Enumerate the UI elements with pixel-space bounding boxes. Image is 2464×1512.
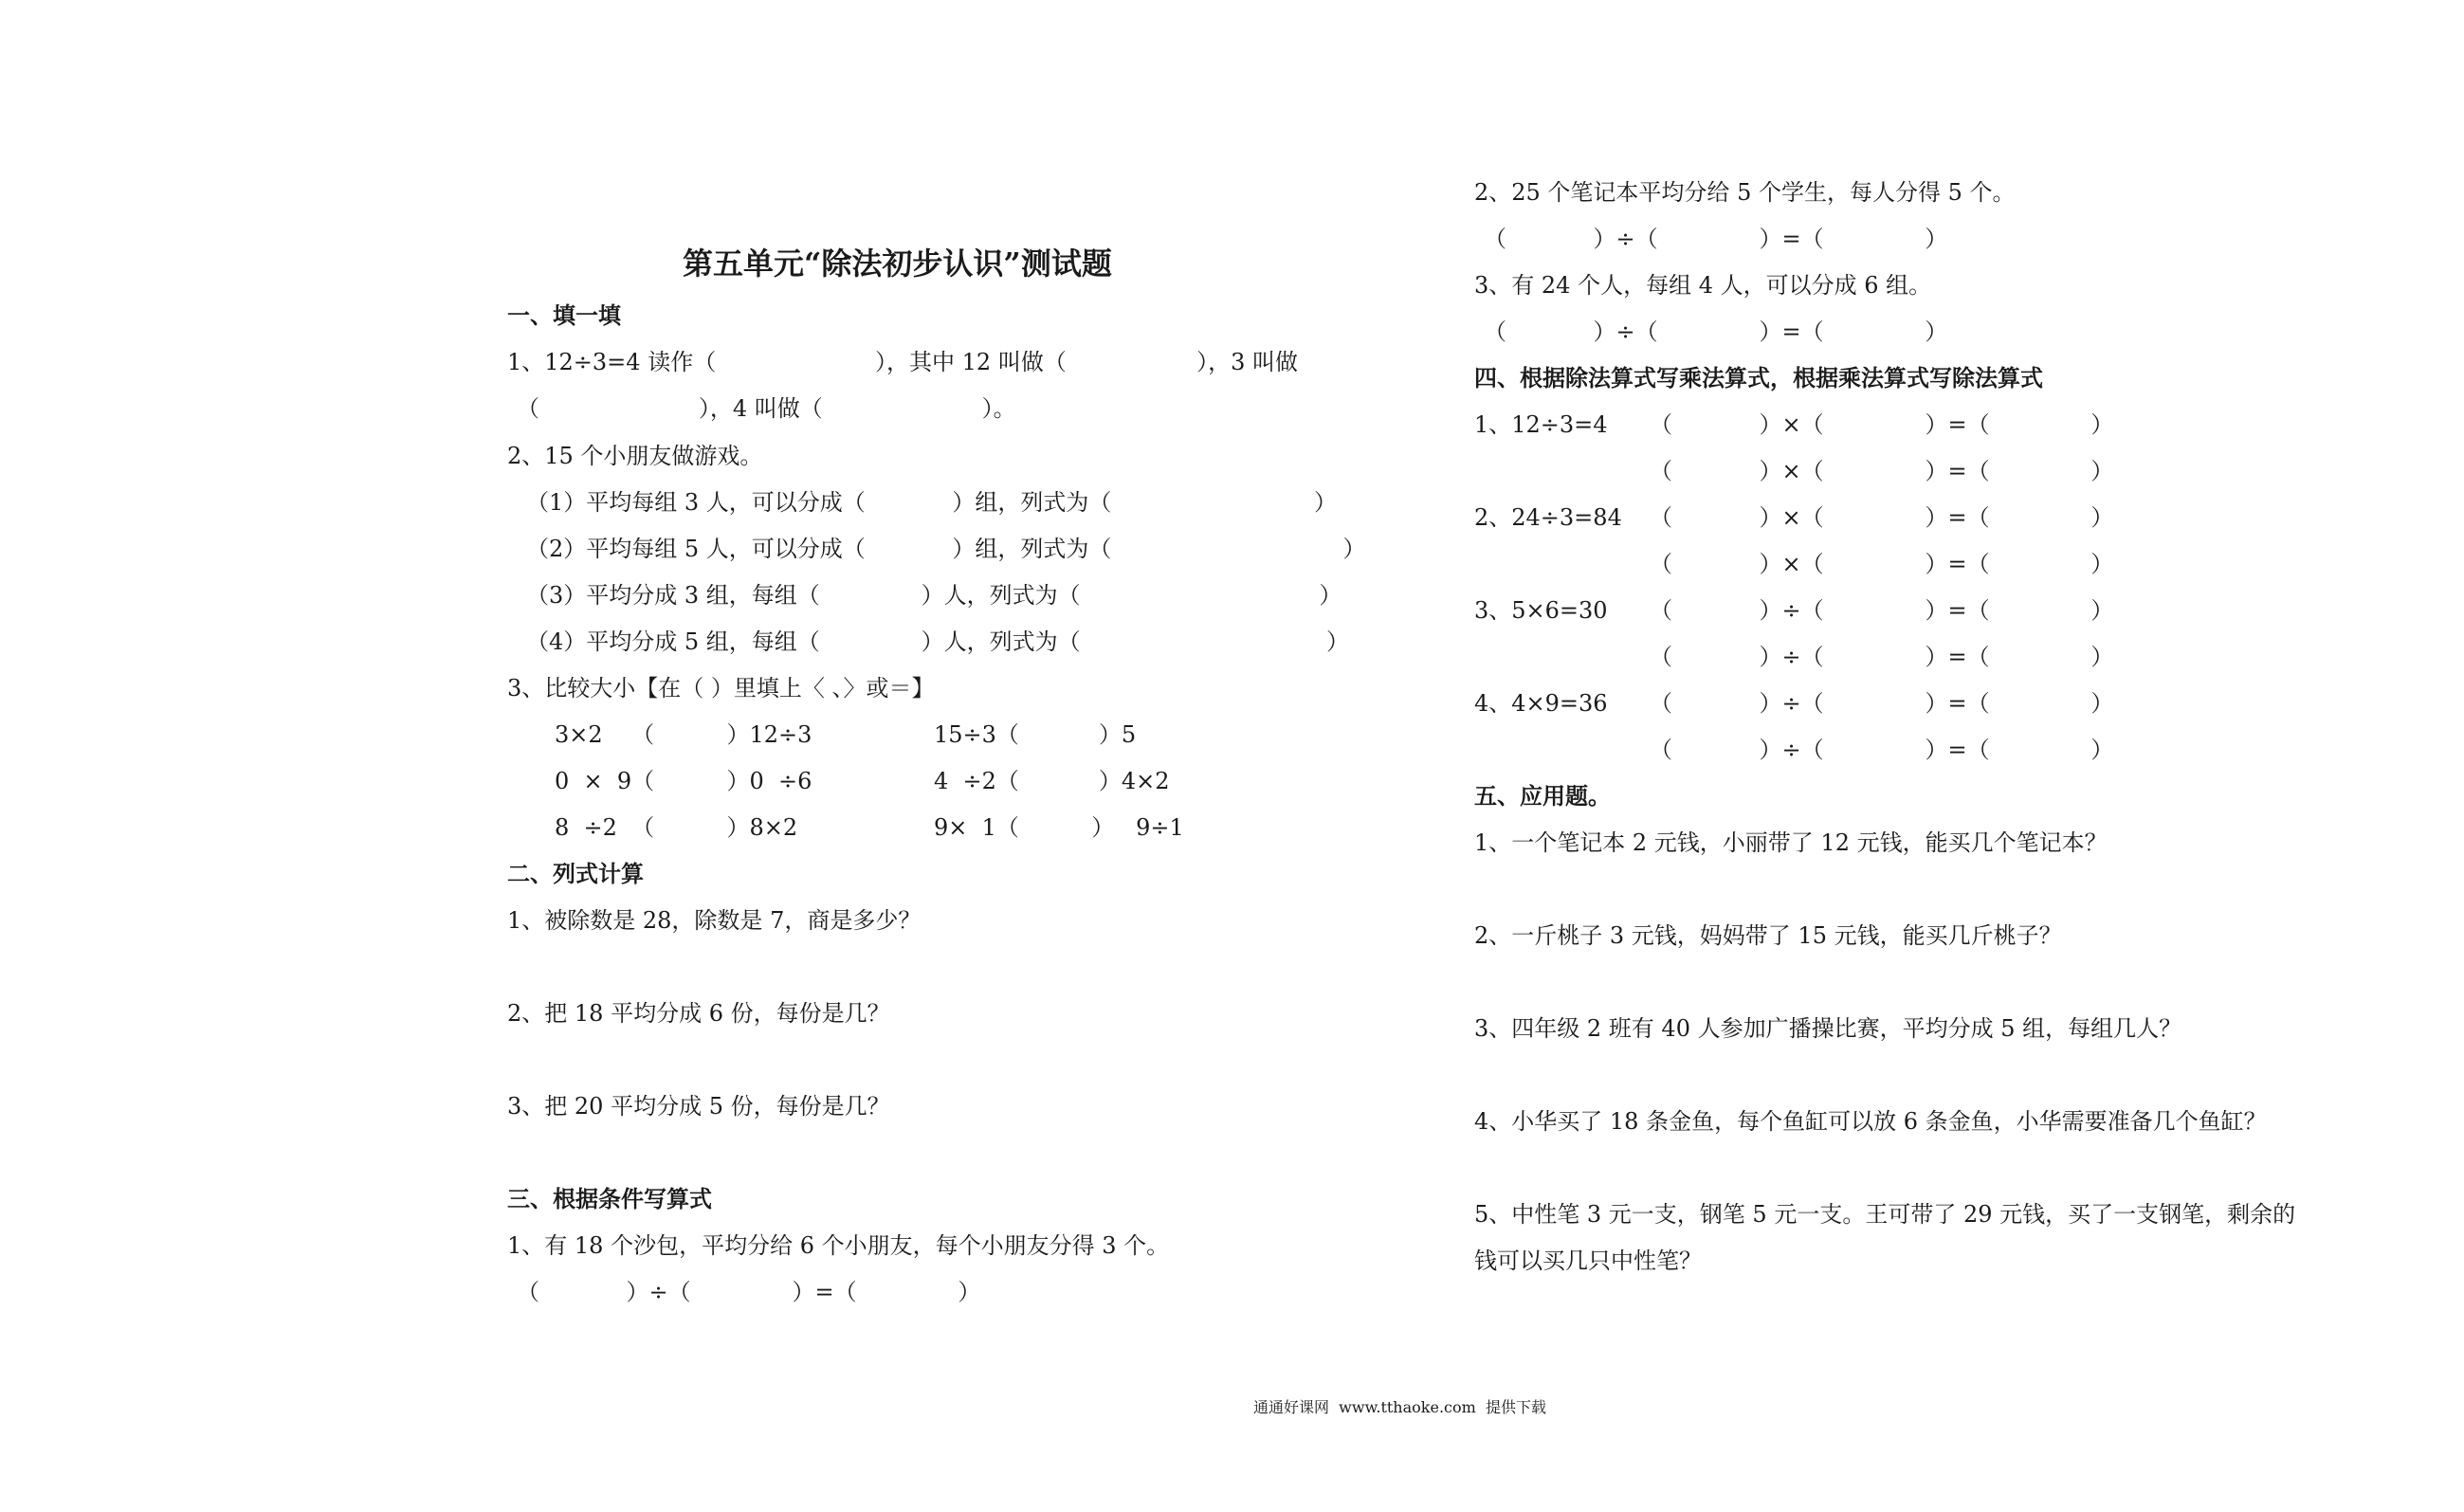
s4-row3-label: 3、5×6=30 bbox=[1474, 597, 1608, 624]
s2-q1: 1、被除数是 28，除数是 7，商是多少？ bbox=[507, 907, 922, 934]
compare-row1-right: 15÷3（ ）5 bbox=[934, 721, 1137, 748]
s2-q3: 3、把 20 平均分成 5 份，每份是几？ bbox=[507, 1093, 890, 1120]
s5-q1: 1、一个笔记本 2 元钱，小丽带了 12 元钱，能买几个笔记本？ bbox=[1474, 829, 2108, 856]
s1-q1-line1: 1、12÷3=4 读作（ ），其中 12 叫做（ ），3 叫做 bbox=[507, 349, 1299, 375]
section-1-heading: 一、填一填 bbox=[507, 301, 621, 329]
compare-row1-left: 3×2 （ ）12÷3 bbox=[555, 721, 812, 748]
s3-q1: 1、有 18 个沙包，平均分给 6 个小朋友，每个小朋友分得 3 个。 bbox=[507, 1232, 1170, 1259]
s4-row2-a: （ ）×（ ）=（ ） bbox=[1650, 504, 2114, 531]
s5-q3: 3、四年级 2 班有 40 人参加广播操比赛，平均分成 5 组，每组几人？ bbox=[1474, 1015, 2182, 1042]
s1-q3: 3、比较大小【在（ ）里填上〈 、〉或＝】 bbox=[507, 675, 935, 701]
s3-q2-blank: （ ）÷（ ）=（ ） bbox=[1484, 226, 1948, 252]
s4-row1-a: （ ）×（ ）=（ ） bbox=[1650, 411, 2114, 438]
s5-q5-line1: 5、中性笔 3 元一支，钢笔 5 元一支。王可带了 29 元钱，买了一支钢笔，剩余的 bbox=[1474, 1201, 2296, 1228]
s1-q2-1: （1）平均每组 3 人，可以分成（ ）组，列式为（ ） bbox=[526, 489, 1337, 516]
s4-row2-b: （ ）×（ ）=（ ） bbox=[1650, 551, 2114, 577]
s5-q5-line2: 钱可以买几只中性笔？ bbox=[1474, 1248, 1702, 1274]
s5-q2: 2、一斤桃子 3 元钱，妈妈带了 15 元钱，能买几斤桃子？ bbox=[1474, 922, 2062, 949]
s3-q3-blank: （ ）÷（ ）=（ ） bbox=[1484, 319, 1948, 345]
s1-q2-3: （3）平均分成 3 组，每组（ ）人，列式为（ ） bbox=[526, 582, 1342, 609]
compare-row2-left: 0 × 9（ ）0 ÷6 bbox=[555, 768, 812, 794]
s4-row2-label: 2、24÷3=84 bbox=[1474, 504, 1622, 531]
s1-q1-line2: （ ），4 叫做（ ）。 bbox=[517, 395, 1016, 422]
s1-q2: 2、15 个小朋友做游戏。 bbox=[507, 443, 763, 469]
s4-row1-label: 1、12÷3=4 bbox=[1474, 411, 1608, 438]
section-2-heading: 二、列式计算 bbox=[507, 860, 644, 887]
page-title: 第五单元“除法初步认识”测试题 bbox=[683, 246, 1112, 282]
compare-row3-right: 9× 1（ ） 9÷1 bbox=[934, 814, 1184, 841]
s1-q2-2: （2）平均每组 5 人，可以分成（ ）组，列式为（ ） bbox=[526, 536, 1366, 562]
s3-q1-blank: （ ）÷（ ）=（ ） bbox=[517, 1279, 981, 1305]
s4-row3-a: （ ）÷（ ）=（ ） bbox=[1650, 597, 2114, 624]
s2-q2: 2、把 18 平均分成 6 份，每份是几？ bbox=[507, 1000, 890, 1027]
footer-credit: 通通好课网 www.tthaoke.com 提供下载 bbox=[1253, 1398, 1546, 1416]
s4-row3-b: （ ）÷（ ）=（ ） bbox=[1650, 644, 2114, 670]
compare-row3-left: 8 ÷2 （ ）8×2 bbox=[555, 814, 798, 841]
s4-row4-a: （ ）÷（ ）=（ ） bbox=[1650, 690, 2114, 717]
s4-row1-b: （ ）×（ ）=（ ） bbox=[1650, 458, 2114, 484]
section-3-heading: 三、根据条件写算式 bbox=[507, 1185, 712, 1212]
s5-q4: 4、小华买了 18 条金鱼，每个鱼缸可以放 6 条金鱼，小华需要准备几个鱼缸？ bbox=[1474, 1108, 2267, 1135]
s1-q2-4: （4）平均分成 5 组，每组（ ）人，列式为（ ） bbox=[526, 628, 1349, 655]
s4-row4-b: （ ）÷（ ）=（ ） bbox=[1650, 737, 2114, 763]
s4-row4-label: 4、4×9=36 bbox=[1474, 690, 1608, 717]
section-4-heading: 四、根据除法算式写乘法算式，根据乘法算式写除法算式 bbox=[1474, 364, 2043, 392]
s3-q3: 3、有 24 个人，每组 4 人，可以分成 6 组。 bbox=[1474, 272, 1932, 299]
compare-row2-right: 4 ÷2（ ）4×2 bbox=[934, 768, 1170, 794]
s3-q2: 2、25 个笔记本平均分给 5 个学生，每人分得 5 个。 bbox=[1474, 179, 2016, 206]
section-5-heading: 五、应用题。 bbox=[1474, 782, 1611, 810]
